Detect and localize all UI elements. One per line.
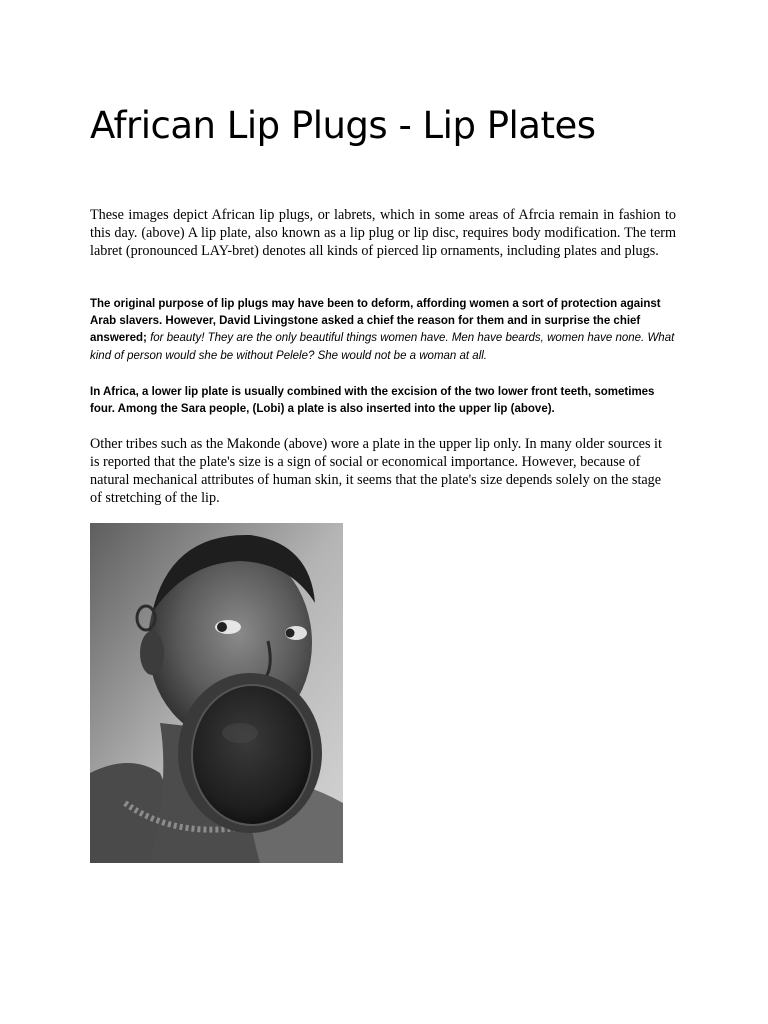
lip-plate-photo bbox=[90, 523, 343, 863]
paragraph-original-purpose-quote: for beauty! They are the only beautiful things women have. Men have beards, women have none. What kind of person would she be without Pelele? She would not be a woman at all. bbox=[90, 332, 675, 362]
paragraph-original-purpose-bold: The original purpose of lip plugs may have been to deform, affording women a sort of protection against Arab slavers. However, David Livingstone asked a chief the reason for them and in surprise the chief answered; bbox=[90, 298, 661, 345]
paragraph-original-purpose bbox=[90, 296, 680, 365]
paragraph-makonde: Other tribes such as the Makonde (above) wore a plate in the upper lip only. In many older sources it is reported that the plate's size is a sign of social or economical importance. However, because of natural mechanical attributes of human skin, it seems that the plate's size depends solely on the stage of stretching of the lip. bbox=[90, 436, 662, 506]
paragraph-intro: These images depict African lip plugs, or labrets, which in some areas of Afrcia remain in fashion to this day. (above) A lip plate, also known as a lip plug or lip disc, requires body modification. The term labret (pronounced LAY-bret) denotes all kinds of pierced lip ornaments, including plates and plugs. bbox=[90, 207, 676, 259]
page-title: African Lip Plugs - Lip Plates bbox=[90, 104, 596, 147]
paragraph-lower-lip-plate: In Africa, a lower lip plate is usually combined with the excision of the two lower front teeth, sometimes four. Among the Sara people, (Lobi) a plate is also inserted into the upper lip (above). bbox=[90, 386, 655, 416]
